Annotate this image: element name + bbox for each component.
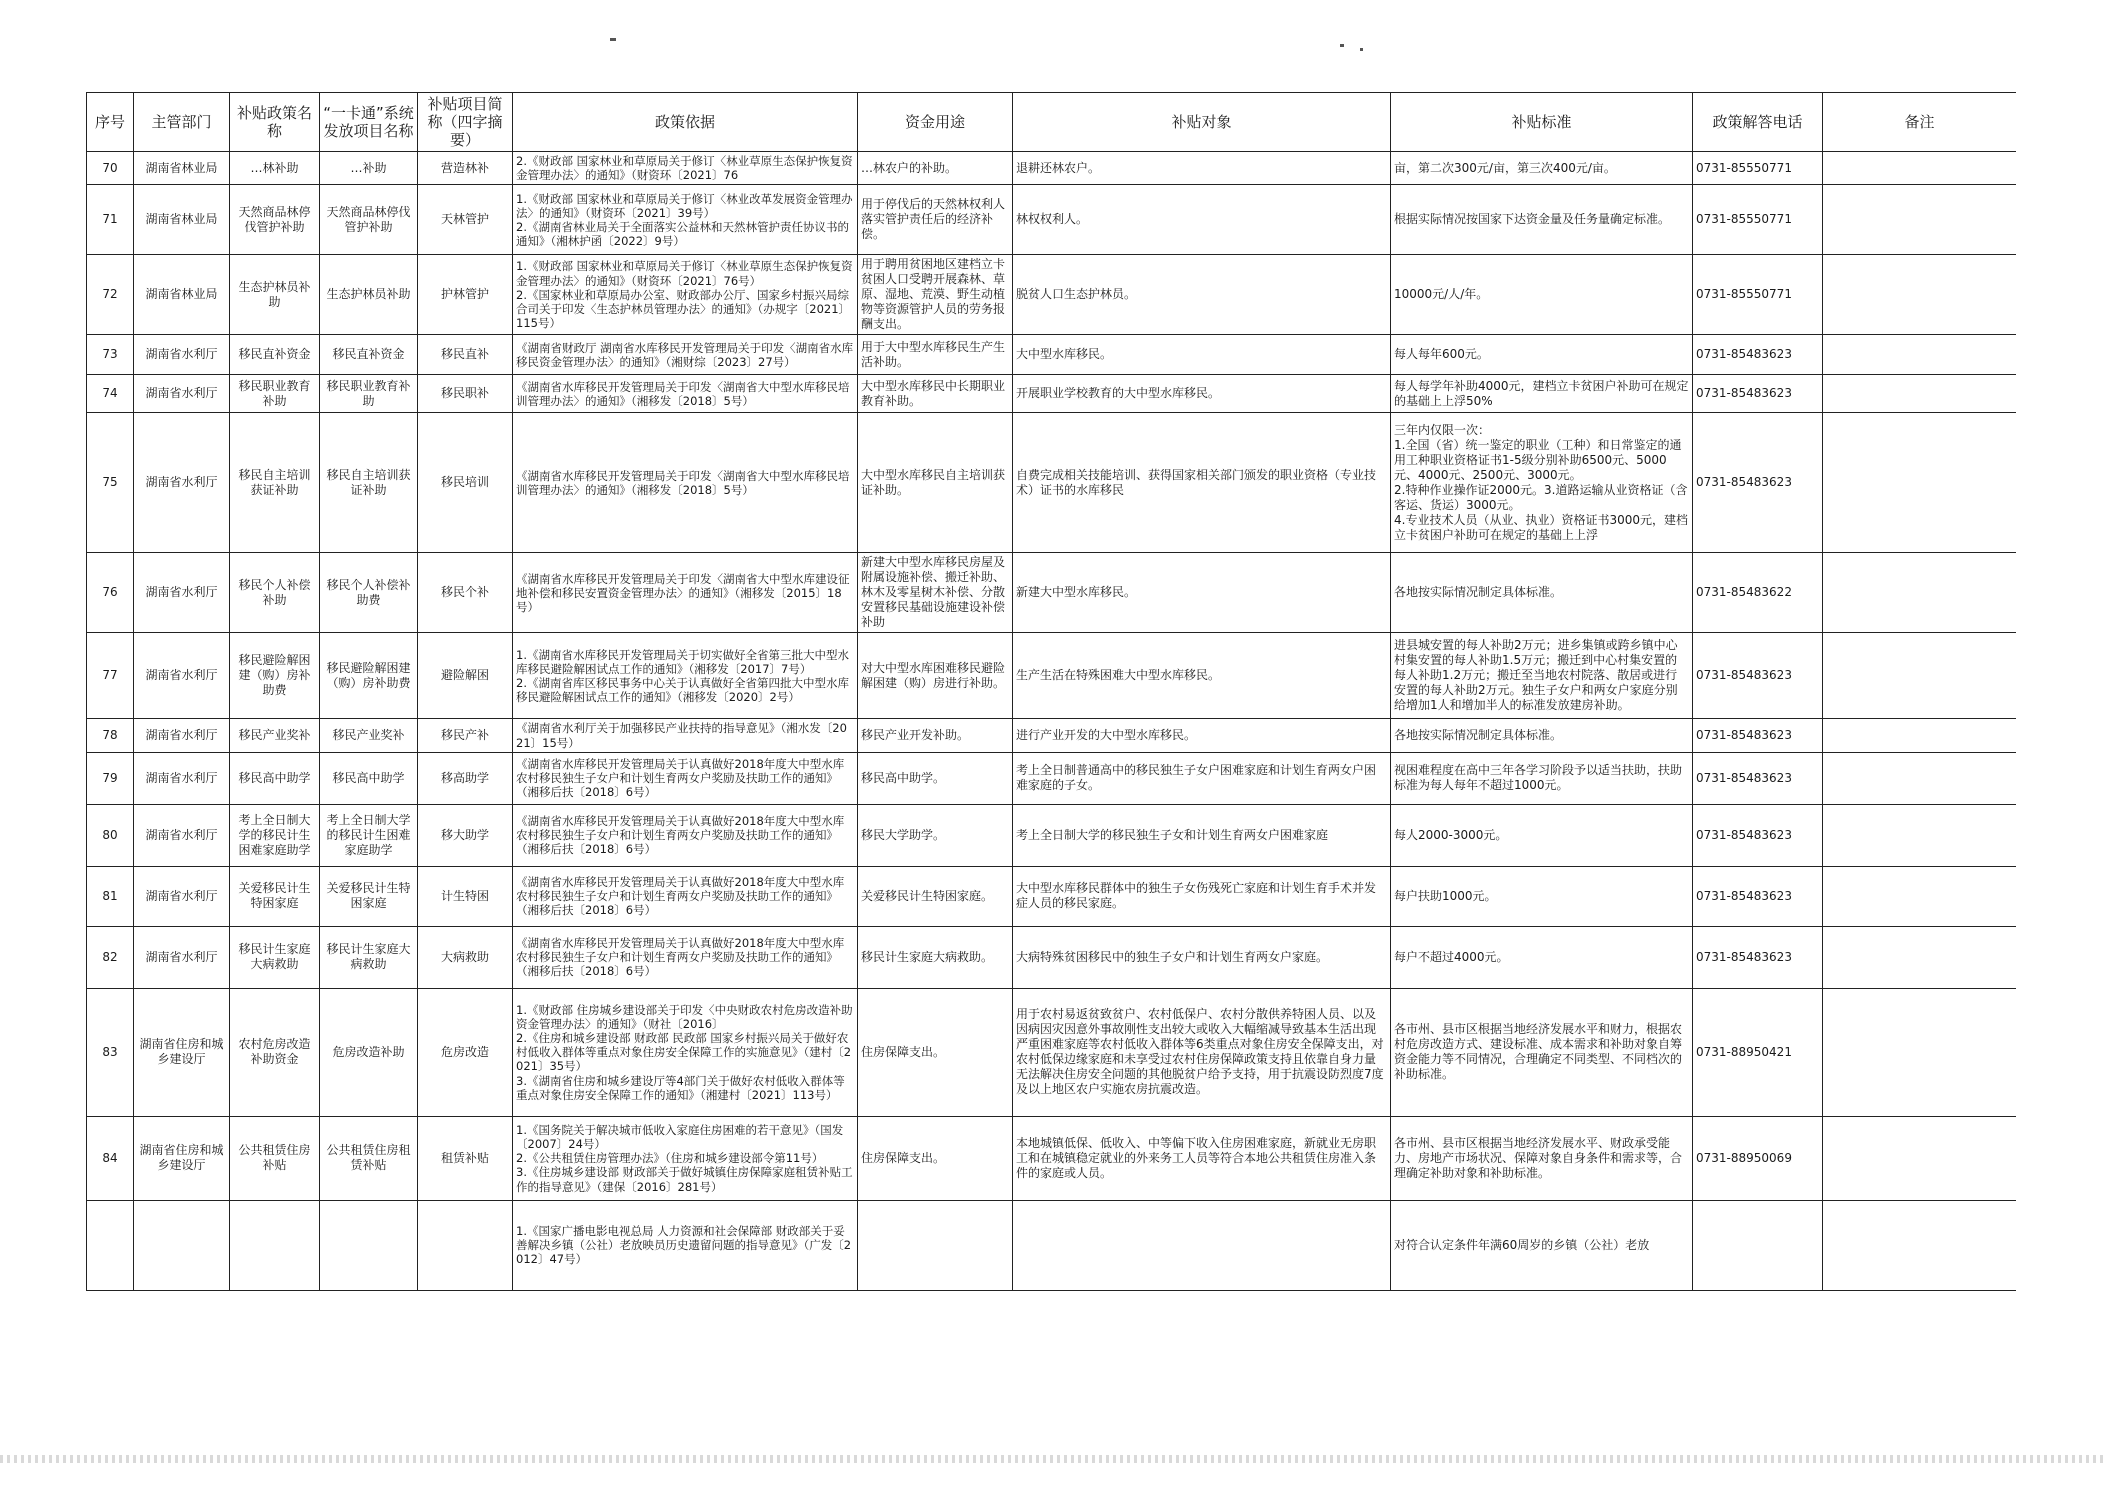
header-phone: 政策解答电话 [1693,93,1823,152]
target-cell: 用于农村易返贫致贫户、农村低保户、农村分散供养特困人员、以及因病因灾因意外事故刚性支出较大或收入大幅缩减导致基本生活出现严重困难家庭等农村低收入群体等6类重点对象住房安全保障支出，对农村低保边缘家庭和未享受过农村住房保障政策支持且依靠自身力量无法解决住房安全问题的其他脱贫户给予支持，用于抗震设防烈度7度及以上地区农户实施农房抗震改造。 [1013,988,1391,1116]
department-cell: 湖南省水利厅 [134,335,230,375]
department-cell: 湖南省林业局 [134,152,230,185]
target-cell: 本地城镇低保、低收入、中等偏下收入住房困难家庭，新就业无房职工和在城镇稳定就业的外来务工人员等符合本地公共租赁住房准入条件的家庭或人员。 [1013,1116,1391,1200]
row-number: 70 [87,152,134,185]
scan-noise [0,1455,2105,1463]
fund-use-cell: 住房保障支出。 [858,1116,1013,1200]
standard-cell: 各地按实际情况制定具体标准。 [1391,553,1693,633]
header-basis: 政策依据 [513,93,858,152]
basis-cell [513,553,858,633]
row-number [87,1200,134,1290]
basis-item: 2.《住房和城乡建设部 财政部 民政部 国家乡村振兴局关于做好农村低收入群体等重点对象住房安全保障工作的实施意见》（建村〔2021〕35号） [516,1031,852,1074]
table-row [87,866,2017,926]
note-cell [1823,1116,2017,1200]
standard-cell: 每户扶助1000元。 [1391,866,1693,926]
row-number: 84 [87,1116,134,1200]
fund-use-cell: 关爱移民计生特困家庭。 [858,866,1013,926]
basis-item: 《湖南省水库移民开发管理局关于认真做好2018年度大中型水库农村移民独生子女户和计划生育两女户奖励及扶助工作的通知》（湘移后扶〔2018〕6号） [516,875,845,918]
note-cell [1823,866,2017,926]
fund-use-cell: 移民高中助学。 [858,752,1013,804]
row-number: 72 [87,255,134,335]
policy-name-cell: …林补助 [230,152,320,185]
phone-cell [1693,1200,1823,1290]
scan-mark [1340,44,1344,47]
short-name-cell: 避险解困 [418,633,513,719]
fund-use-cell: 对大中型水库困难移民避险解困建（购）房进行补助。 [858,633,1013,719]
short-name-cell: 移大助学 [418,804,513,866]
basis-item: 《湖南省水库移民开发管理局关于印发〈湖南省大中型水库建设征地补偿和移民安置资金管理办法〉的通知》（湘移发〔2015〕18号） [516,571,850,614]
standard-cell: 进县城安置的每人补助2万元；进乡集镇或跨乡镇中心村集安置的每人补助1.5万元；搬迁到中心村集安置的每人补助1.2万元；搬迁至当地农村院落、散居或进行安置的每人补助2万元。独生子女户和两女户家庭分别给增加1人和增加半人的标准发放建房补助。 [1391,633,1693,719]
target-cell: 大病特殊贫困移民中的独生子女户和计划生育两女户家庭。 [1013,926,1391,988]
department-cell: 湖南省水利厅 [134,413,230,553]
system-name-cell: …补助 [320,152,418,185]
department-cell: 湖南省住房和城乡建设厅 [134,988,230,1116]
target-cell: 进行产业开发的大中型水库移民。 [1013,719,1391,752]
basis-item: 2.《湖南省库区移民事务中心关于认真做好全省第四批大中型水库移民避险解困试点工作的通知》（湘移发〔2020〕2号） [516,675,849,705]
phone-cell: 0731-85483623 [1693,413,1823,553]
standard-cell: 每人每年600元。 [1391,335,1693,375]
basis-item: 《湖南省水库移民开发管理局关于印发〈湖南省大中型水库移民培训管理办法〉的通知》（湘移发〔2018〕5号） [516,379,850,408]
system-name-cell: 移民直补资金 [320,335,418,375]
short-name-cell: 移民直补 [418,335,513,375]
system-name-cell: 移民高中助学 [320,752,418,804]
short-name-cell: 租赁补贴 [418,1116,513,1200]
scan-mark [610,38,616,41]
phone-cell: 0731-85483623 [1693,866,1823,926]
fund-use-cell: 用于大中型水库移民生产生活补助。 [858,335,1013,375]
department-cell: 湖南省水利厅 [134,719,230,752]
subsidy-policy-table [86,92,2016,1291]
note-cell [1823,926,2017,988]
system-name-cell: 移民计生家庭大病救助 [320,926,418,988]
target-cell: 考上全日制普通高中的移民独生子女户困难家庭和计划生育两女户困难家庭的子女。 [1013,752,1391,804]
department-cell: 湖南省水利厅 [134,375,230,413]
row-number: 75 [87,413,134,553]
row-number: 71 [87,185,134,255]
policy-table-sheet [86,92,2016,1347]
row-number: 77 [87,633,134,719]
note-cell [1823,752,2017,804]
basis-cell [513,988,858,1116]
system-name-cell: 移民职业教育补助 [320,375,418,413]
short-name-cell: 移民产补 [418,719,513,752]
standard-cell: 视困难程度在高中三年各学习阶段予以适当扶助，扶助标准为每人每年不超过1000元。 [1391,752,1693,804]
table-row [87,633,2017,719]
department-cell: 湖南省林业局 [134,255,230,335]
department-cell [134,1200,230,1290]
basis-item: 1.《国家广播电影电视总局 人力资源和社会保障部 财政部关于妥善解决乡镇（公社）老放映员历史遗留问题的指导意见》（广发〔2012〕47号） [516,1224,852,1267]
standard-cell: 根据实际情况按国家下达资金量及任务量确定标准。 [1391,185,1693,255]
basis-item: 《湖南省水库移民开发管理局关于认真做好2018年度大中型水库农村移民独生子女户和计划生育两女户奖励及扶助工作的通知》（湘移后扶〔2018〕6号） [516,757,845,800]
note-cell [1823,413,2017,553]
system-name-cell: 公共租赁住房租赁补贴 [320,1116,418,1200]
department-cell: 湖南省水利厅 [134,866,230,926]
basis-item: 《湖南省水库移民开发管理局关于认真做好2018年度大中型水库农村移民独生子女户和计划生育两女户奖励及扶助工作的通知》（湘移后扶〔2018〕6号） [516,814,845,857]
basis-cell [513,752,858,804]
row-number: 74 [87,375,134,413]
table-row [87,335,2017,375]
table-row [87,553,2017,633]
target-cell: 开展职业学校教育的大中型水库移民。 [1013,375,1391,413]
note-cell [1823,553,2017,633]
target-cell [1013,1200,1391,1290]
basis-cell [513,926,858,988]
header-target: 补贴对象 [1013,93,1391,152]
table-row [87,1116,2017,1200]
header-system-name: “一卡通”系统发放项目名称 [320,93,418,152]
standard-cell: 每人2000-3000元。 [1391,804,1693,866]
phone-cell: 0731-85483623 [1693,335,1823,375]
table-row [87,375,2017,413]
policy-name-cell: 移民高中助学 [230,752,320,804]
row-number: 83 [87,988,134,1116]
standard-cell: 各地按实际情况制定具体标准。 [1391,719,1693,752]
phone-cell: 0731-85483622 [1693,553,1823,633]
header-use: 资金用途 [858,93,1013,152]
fund-use-cell: 大中型水库移民中长期职业教育补助。 [858,375,1013,413]
basis-item: 3.《住房城乡建设部 财政部关于做好城镇住房保障家庭租赁补贴工作的指导意见》（建保〔2016〕281号） [516,1165,853,1194]
department-cell: 湖南省水利厅 [134,752,230,804]
standard-cell: 对符合认定条件年满60周岁的乡镇（公社）老放 [1391,1200,1693,1290]
table-row [87,752,2017,804]
fund-use-cell: 用于聘用贫困地区建档立卡贫困人口受聘开展森林、草原、湿地、荒漠、野生动植物等资源管护人员的劳务报酬支出。 [858,255,1013,335]
phone-cell: 0731-85483623 [1693,719,1823,752]
basis-cell [513,719,858,752]
basis-cell [513,335,858,375]
row-number: 80 [87,804,134,866]
short-name-cell: 移民培训 [418,413,513,553]
standard-cell: 10000元/人/年。 [1391,255,1693,335]
header-note: 备注 [1823,93,2017,152]
department-cell: 湖南省林业局 [134,185,230,255]
basis-item: 《湖南省财政厅 湖南省水库移民开发管理局关于印发〈湖南省水库移民资金管理办法〉的通知》（湘财综〔2023〕27号） [516,340,854,369]
basis-cell [513,375,858,413]
fund-use-cell: 用于停伐后的天然林权利人落实管护责任后的经济补偿。 [858,185,1013,255]
basis-cell [513,804,858,866]
row-number: 78 [87,719,134,752]
standard-cell: 每人每学年补助4000元，建档立卡贫困户补助可在规定的基础上上浮50% [1391,375,1693,413]
basis-item: 2.《湖南省林业局关于全面落实公益林和天然林管护责任协议书的通知》（湘林护函〔2022〕9号） [516,219,849,249]
header-no: 序号 [87,93,134,152]
policy-name-cell: 移民职业教育补助 [230,375,320,413]
header-short-name: 补贴项目简称（四字摘要） [418,93,513,152]
basis-cell [513,1116,858,1200]
policy-name-cell: 关爱移民计生特困家庭 [230,866,320,926]
policy-name-cell: 移民个人补偿补助 [230,553,320,633]
note-cell [1823,719,2017,752]
fund-use-cell: 移民产业开发补助。 [858,719,1013,752]
target-cell: 大中型水库移民。 [1013,335,1391,375]
policy-name-cell: 移民计生家庭大病救助 [230,926,320,988]
target-cell: 大中型水库移民群体中的独生子女伤残死亡家庭和计划生育手术并发症人员的移民家庭。 [1013,866,1391,926]
policy-name-cell [230,1200,320,1290]
department-cell: 湖南省水利厅 [134,553,230,633]
system-name-cell: 移民个人补偿补助费 [320,553,418,633]
header-policy: 补贴政策名称 [230,93,320,152]
short-name-cell: 大病救助 [418,926,513,988]
basis-item: 《湖南省水利厅关于加强移民产业扶持的指导意见》（湘水发〔2021〕15号） [516,721,847,750]
note-cell [1823,335,2017,375]
note-cell [1823,255,2017,335]
target-cell: 生产生活在特殊困难大中型水库移民。 [1013,633,1391,719]
note-cell [1823,152,2017,185]
policy-name-cell: 生态护林员补助 [230,255,320,335]
row-number: 73 [87,335,134,375]
note-cell [1823,988,2017,1116]
basis-item: 1.《财政部 住房城乡建设部关于印发〈中央财政农村危房改造补助资金管理办法〉的通知》（财社〔2016〕 [516,1002,853,1031]
basis-item: 2.《国家林业和草原局办公室、财政部办公厅、国家乡村振兴局综合司关于印发〈生态护林员管理办法〉的通知》（办规字〔2021〕115号） [516,287,851,331]
note-cell [1823,185,2017,255]
phone-cell: 0731-85483623 [1693,633,1823,719]
target-cell: 自费完成相关技能培训、获得国家相关部门颁发的职业资格（专业技术）证书的水库移民 [1013,413,1391,553]
standard-cell: 各市州、县市区根据当地经济发展水平和财力，根据农村危房改造方式、建设标准、成本需求和补助对象自筹资金能力等不同情况，合理确定不同类型、不同档次的补助标准。 [1391,988,1693,1116]
short-name-cell: 危房改造 [418,988,513,1116]
phone-cell: 0731-85550771 [1693,152,1823,185]
basis-cell [513,1200,858,1290]
short-name-cell: 营造林补 [418,152,513,185]
phone-cell: 0731-85483623 [1693,926,1823,988]
fund-use-cell: 大中型水库移民自主培训获证补助。 [858,413,1013,553]
header-standard: 补贴标准 [1391,93,1693,152]
policy-name-cell: 移民产业奖补 [230,719,320,752]
row-number: 79 [87,752,134,804]
policy-name-cell: 天然商品林停伐管护补助 [230,185,320,255]
phone-cell: 0731-88950421 [1693,988,1823,1116]
standard-cell: 三年内仅限一次： 1.全国（省）统一鉴定的职业（工种）和日常鉴定的通用工种职业资格证书1-5级分别补助6500元、5000元、4000元、2500元、3000元。 2.特种作业操作证2000元。3.道路运输从业资格证（含客运、货运）3000元。 4.专业技术人员（从业、执业）资格证书3000元，建档立卡贫困户补助可在规定的基础上上浮 [1391,413,1693,553]
policy-name-cell: 公共租赁住房补贴 [230,1116,320,1200]
row-number: 82 [87,926,134,988]
fund-use-cell: 住房保障支出。 [858,988,1013,1116]
fund-use-cell: 移民计生家庭大病救助。 [858,926,1013,988]
phone-cell: 0731-85550771 [1693,185,1823,255]
basis-cell [513,866,858,926]
system-name-cell: 移民自主培训获证补助 [320,413,418,553]
target-cell: 新建大中型水库移民。 [1013,553,1391,633]
table-row [87,255,2017,335]
row-number: 81 [87,866,134,926]
basis-item: 2.《公共租赁住房管理办法》（住房和城乡建设部令第11号） [516,1151,824,1166]
short-name-cell: 计生特困 [418,866,513,926]
phone-cell: 0731-85483623 [1693,375,1823,413]
system-name-cell: 移民产业奖补 [320,719,418,752]
standard-cell: 各市州、县市区根据当地经济发展水平、财政承受能力、房地产市场状况、保障对象自身条件和需求等，合理确定补助对象和补助标准。 [1391,1116,1693,1200]
basis-item: 3.《湖南省住房和城乡建设厅等4部门关于做好农村低收入群体等重点对象住房安全保障工作的通知》（湘建村〔2021〕113号） [516,1073,845,1102]
table-row [87,185,2017,255]
scan-mark [1360,48,1363,51]
system-name-cell: 关爱移民计生特困家庭 [320,866,418,926]
basis-item: 1.《财政部 国家林业和草原局关于修订〈林业改革发展资金管理办法〉的通知》（财资环〔2021〕39号） [516,191,853,220]
table-header-row [87,93,2017,152]
department-cell: 湖南省水利厅 [134,804,230,866]
basis-item: 1.《财政部 国家林业和草原局关于修订〈林业草原生态保护恢复资金管理办法〉的通知》（财资环〔2021〕76号） [516,259,853,288]
short-name-cell: 移民个补 [418,553,513,633]
header-dept: 主管部门 [134,93,230,152]
table-row [87,926,2017,988]
system-name-cell: 生态护林员补助 [320,255,418,335]
short-name-cell: 天林管护 [418,185,513,255]
table-row [87,413,2017,553]
short-name-cell: 护林管护 [418,255,513,335]
system-name-cell [320,1200,418,1290]
basis-item: 1.《湖南省水库移民开发管理局关于切实做好全省第三批大中型水库移民避险解困试点工作的通知》（湘移发〔2017〕7号） [516,647,849,676]
fund-use-cell [858,1200,1013,1290]
policy-name-cell: 移民避险解困建（购）房补助费 [230,633,320,719]
basis-item: 《湖南省水库移民开发管理局关于认真做好2018年度大中型水库农村移民独生子女户和计划生育两女户奖励及扶助工作的通知》（湘移后扶〔2018〕6号） [516,936,845,979]
system-name-cell: 天然商品林停伐管护补助 [320,185,418,255]
basis-item: 《湖南省水库移民开发管理局关于印发〈湖南省大中型水库移民培训管理办法〉的通知》（湘移发〔2018〕5号） [516,468,850,497]
note-cell [1823,804,2017,866]
target-cell: 林权权利人。 [1013,185,1391,255]
table-row [87,804,2017,866]
phone-cell: 0731-85550771 [1693,255,1823,335]
department-cell: 湖南省水利厅 [134,633,230,719]
fund-use-cell: 移民大学助学。 [858,804,1013,866]
row-number: 76 [87,553,134,633]
basis-cell [513,255,858,335]
short-name-cell: 移民职补 [418,375,513,413]
department-cell: 湖南省水利厅 [134,926,230,988]
phone-cell: 0731-85483623 [1693,752,1823,804]
basis-item: 1.《国务院关于解决城市低收入家庭住房困难的若干意见》（国发〔2007〕24号） [516,1122,844,1151]
fund-use-cell: 新建大中型水库移民房屋及附属设施补偿、搬迁补助、林木及零星树木补偿、分散安置移民基础设施建设补偿补助 [858,553,1013,633]
policy-name-cell: 移民自主培训获证补助 [230,413,320,553]
basis-cell [513,152,858,185]
note-cell [1823,1200,2017,1290]
target-cell: 退耕还林农户。 [1013,152,1391,185]
basis-item: 2.《财政部 国家林业和草原局关于修订〈林业草原生态保护恢复资金管理办法〉的通知》（财资环〔2021〕76 [516,154,853,183]
system-name-cell: 考上全日制大学的移民计生困难家庭助学 [320,804,418,866]
department-cell: 湖南省住房和城乡建设厅 [134,1116,230,1200]
basis-cell [513,633,858,719]
table-row [87,719,2017,752]
policy-name-cell: 农村危房改造补助资金 [230,988,320,1116]
table-row [87,1200,2017,1290]
short-name-cell [418,1200,513,1290]
short-name-cell: 移高助学 [418,752,513,804]
target-cell: 考上全日制大学的移民独生子女和计划生育两女户困难家庭 [1013,804,1391,866]
system-name-cell: 危房改造补助 [320,988,418,1116]
phone-cell: 0731-88950069 [1693,1116,1823,1200]
note-cell [1823,633,2017,719]
basis-cell [513,413,858,553]
standard-cell: 亩，第二次300元/亩，第三次400元/亩。 [1391,152,1693,185]
table-row [87,988,2017,1116]
note-cell [1823,375,2017,413]
policy-name-cell: 移民直补资金 [230,335,320,375]
phone-cell: 0731-85483623 [1693,804,1823,866]
basis-cell [513,185,858,255]
table-row [87,152,2017,185]
target-cell: 脱贫人口生态护林员。 [1013,255,1391,335]
system-name-cell: 移民避险解困建（购）房补助费 [320,633,418,719]
policy-name-cell: 考上全日制大学的移民计生困难家庭助学 [230,804,320,866]
standard-cell: 每户不超过4000元。 [1391,926,1693,988]
fund-use-cell: …林农户的补助。 [858,152,1013,185]
